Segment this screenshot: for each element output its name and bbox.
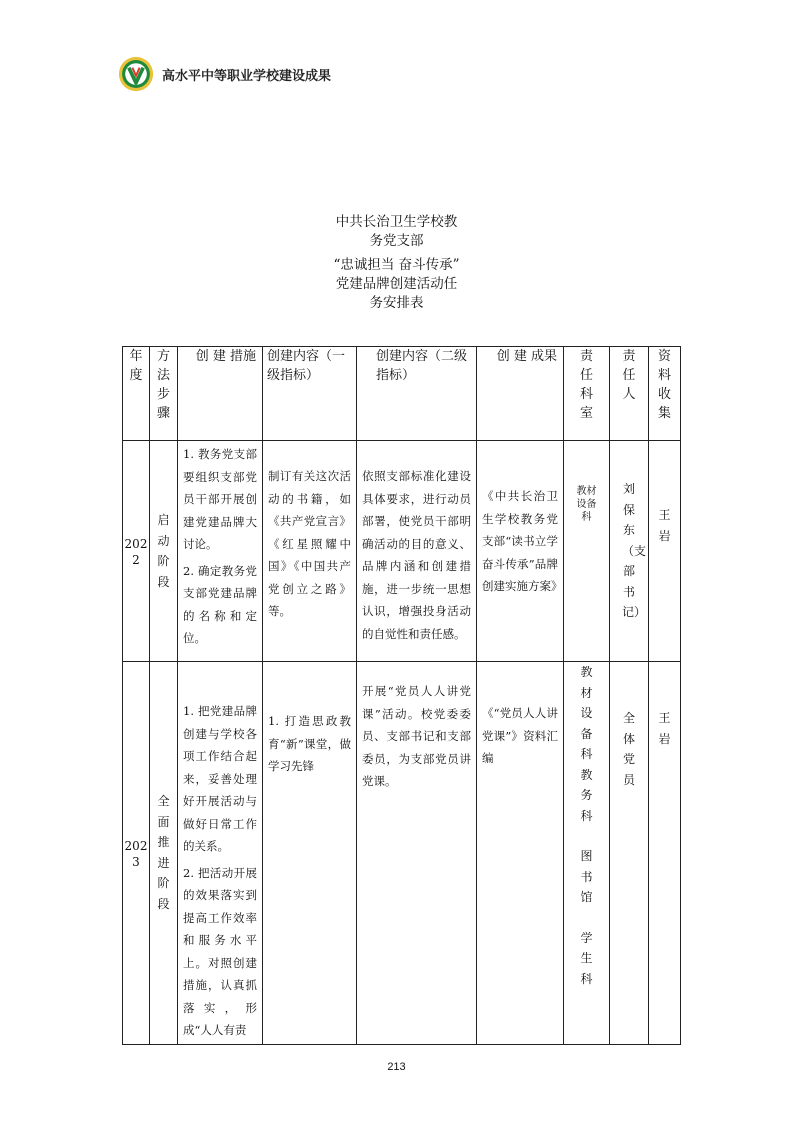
row2-dept: 教材设备科 教务科 图书馆 学生科 bbox=[564, 662, 610, 1045]
header-content2: 创建内容（二级指标） bbox=[357, 347, 477, 441]
page-number: 213 bbox=[387, 1061, 406, 1073]
row1-year: 2022 bbox=[123, 441, 150, 662]
row1-method: 启动阶段 bbox=[150, 441, 178, 662]
row2-collect: 王岩 bbox=[649, 662, 681, 1045]
title-line-5: 务安排表 bbox=[369, 295, 424, 311]
title-line-4: 党建品牌创建活动任 bbox=[335, 276, 458, 292]
row2-method: 全面推进阶段 bbox=[150, 662, 178, 1045]
header-person: 责任人 bbox=[610, 347, 649, 441]
header-collect: 资料收集 bbox=[649, 347, 681, 441]
table-row bbox=[123, 441, 681, 662]
task-schedule-table bbox=[122, 346, 681, 1045]
school-title: 高水平中等职业学校建设成果 bbox=[162, 68, 332, 84]
document-header bbox=[118, 54, 331, 94]
header-year: 年度 bbox=[123, 347, 150, 441]
row1-result: 《中共长治卫生学校教务党支部“读书立学 奋斗传承”品牌创建实施方案》 bbox=[477, 441, 564, 662]
row2-person: 全体党员 bbox=[610, 662, 649, 1045]
header-result: 创 建 成果 bbox=[477, 347, 564, 441]
row2-measure: 1. 把党建品牌创建与学校各项工作结合起来，妥善处理好开展活动与做好日常工作的关系。 2. 把活动开展的效果落实到提高工作效率和服务水平上。对照创建措施，认真抓落实，形成“人人有责 bbox=[178, 662, 263, 1045]
header-content1: 创建内容（一级指标） bbox=[263, 347, 357, 441]
title-line-2: 务党支部 bbox=[369, 233, 424, 249]
row2-content1: 1. 打造思政教育“新”课堂，做学习先锋 bbox=[263, 662, 357, 1045]
title-line-3: “忠诚担当 奋斗传承” bbox=[333, 257, 460, 273]
header-dept: 责任科室 bbox=[564, 347, 610, 441]
row1-dept: 教材设备科 bbox=[564, 441, 610, 662]
table-header-row bbox=[123, 347, 681, 441]
document-title-org bbox=[0, 213, 793, 251]
row1-collect: 王岩 bbox=[649, 441, 681, 662]
school-emblem-icon bbox=[118, 56, 154, 92]
header-method: 方法步骤 bbox=[150, 347, 178, 441]
title-line-1: 中共长治卫生学校教 bbox=[335, 214, 458, 230]
row1-measure: 1. 教务党支部要组织支部党员干部开展创建党建品牌大讨论。 2. 确定教务党支部党建品牌的名称和定位。 bbox=[178, 441, 263, 662]
document-title-plan bbox=[0, 256, 793, 313]
row2-content2: 开展“党员人人讲党课”活动。校党委委员、支部书记和支部委员，为支部党员讲党课。 bbox=[357, 662, 477, 1045]
row2-result: 《“党员人人讲党课”》资料汇编 bbox=[477, 662, 564, 1045]
table-row bbox=[123, 662, 681, 1045]
header-measure: 创 建 措施 bbox=[178, 347, 263, 441]
row1-content2: 依照支部标准化建设具体要求，进行动员部署，使党员干部明确活动的目的意义、品牌内涵和创建措施，进一步统一思想认识，增强投身活动的自觉性和责任感。 bbox=[357, 441, 477, 662]
row1-content1: 制订有关这次活动的书籍，如《共产党宣言》《红星照耀中国》《中国共产党创立之路》等。 bbox=[263, 441, 357, 662]
row1-person: 刘保东（支部书记） bbox=[610, 441, 649, 662]
row2-year: 2023 bbox=[123, 662, 150, 1045]
